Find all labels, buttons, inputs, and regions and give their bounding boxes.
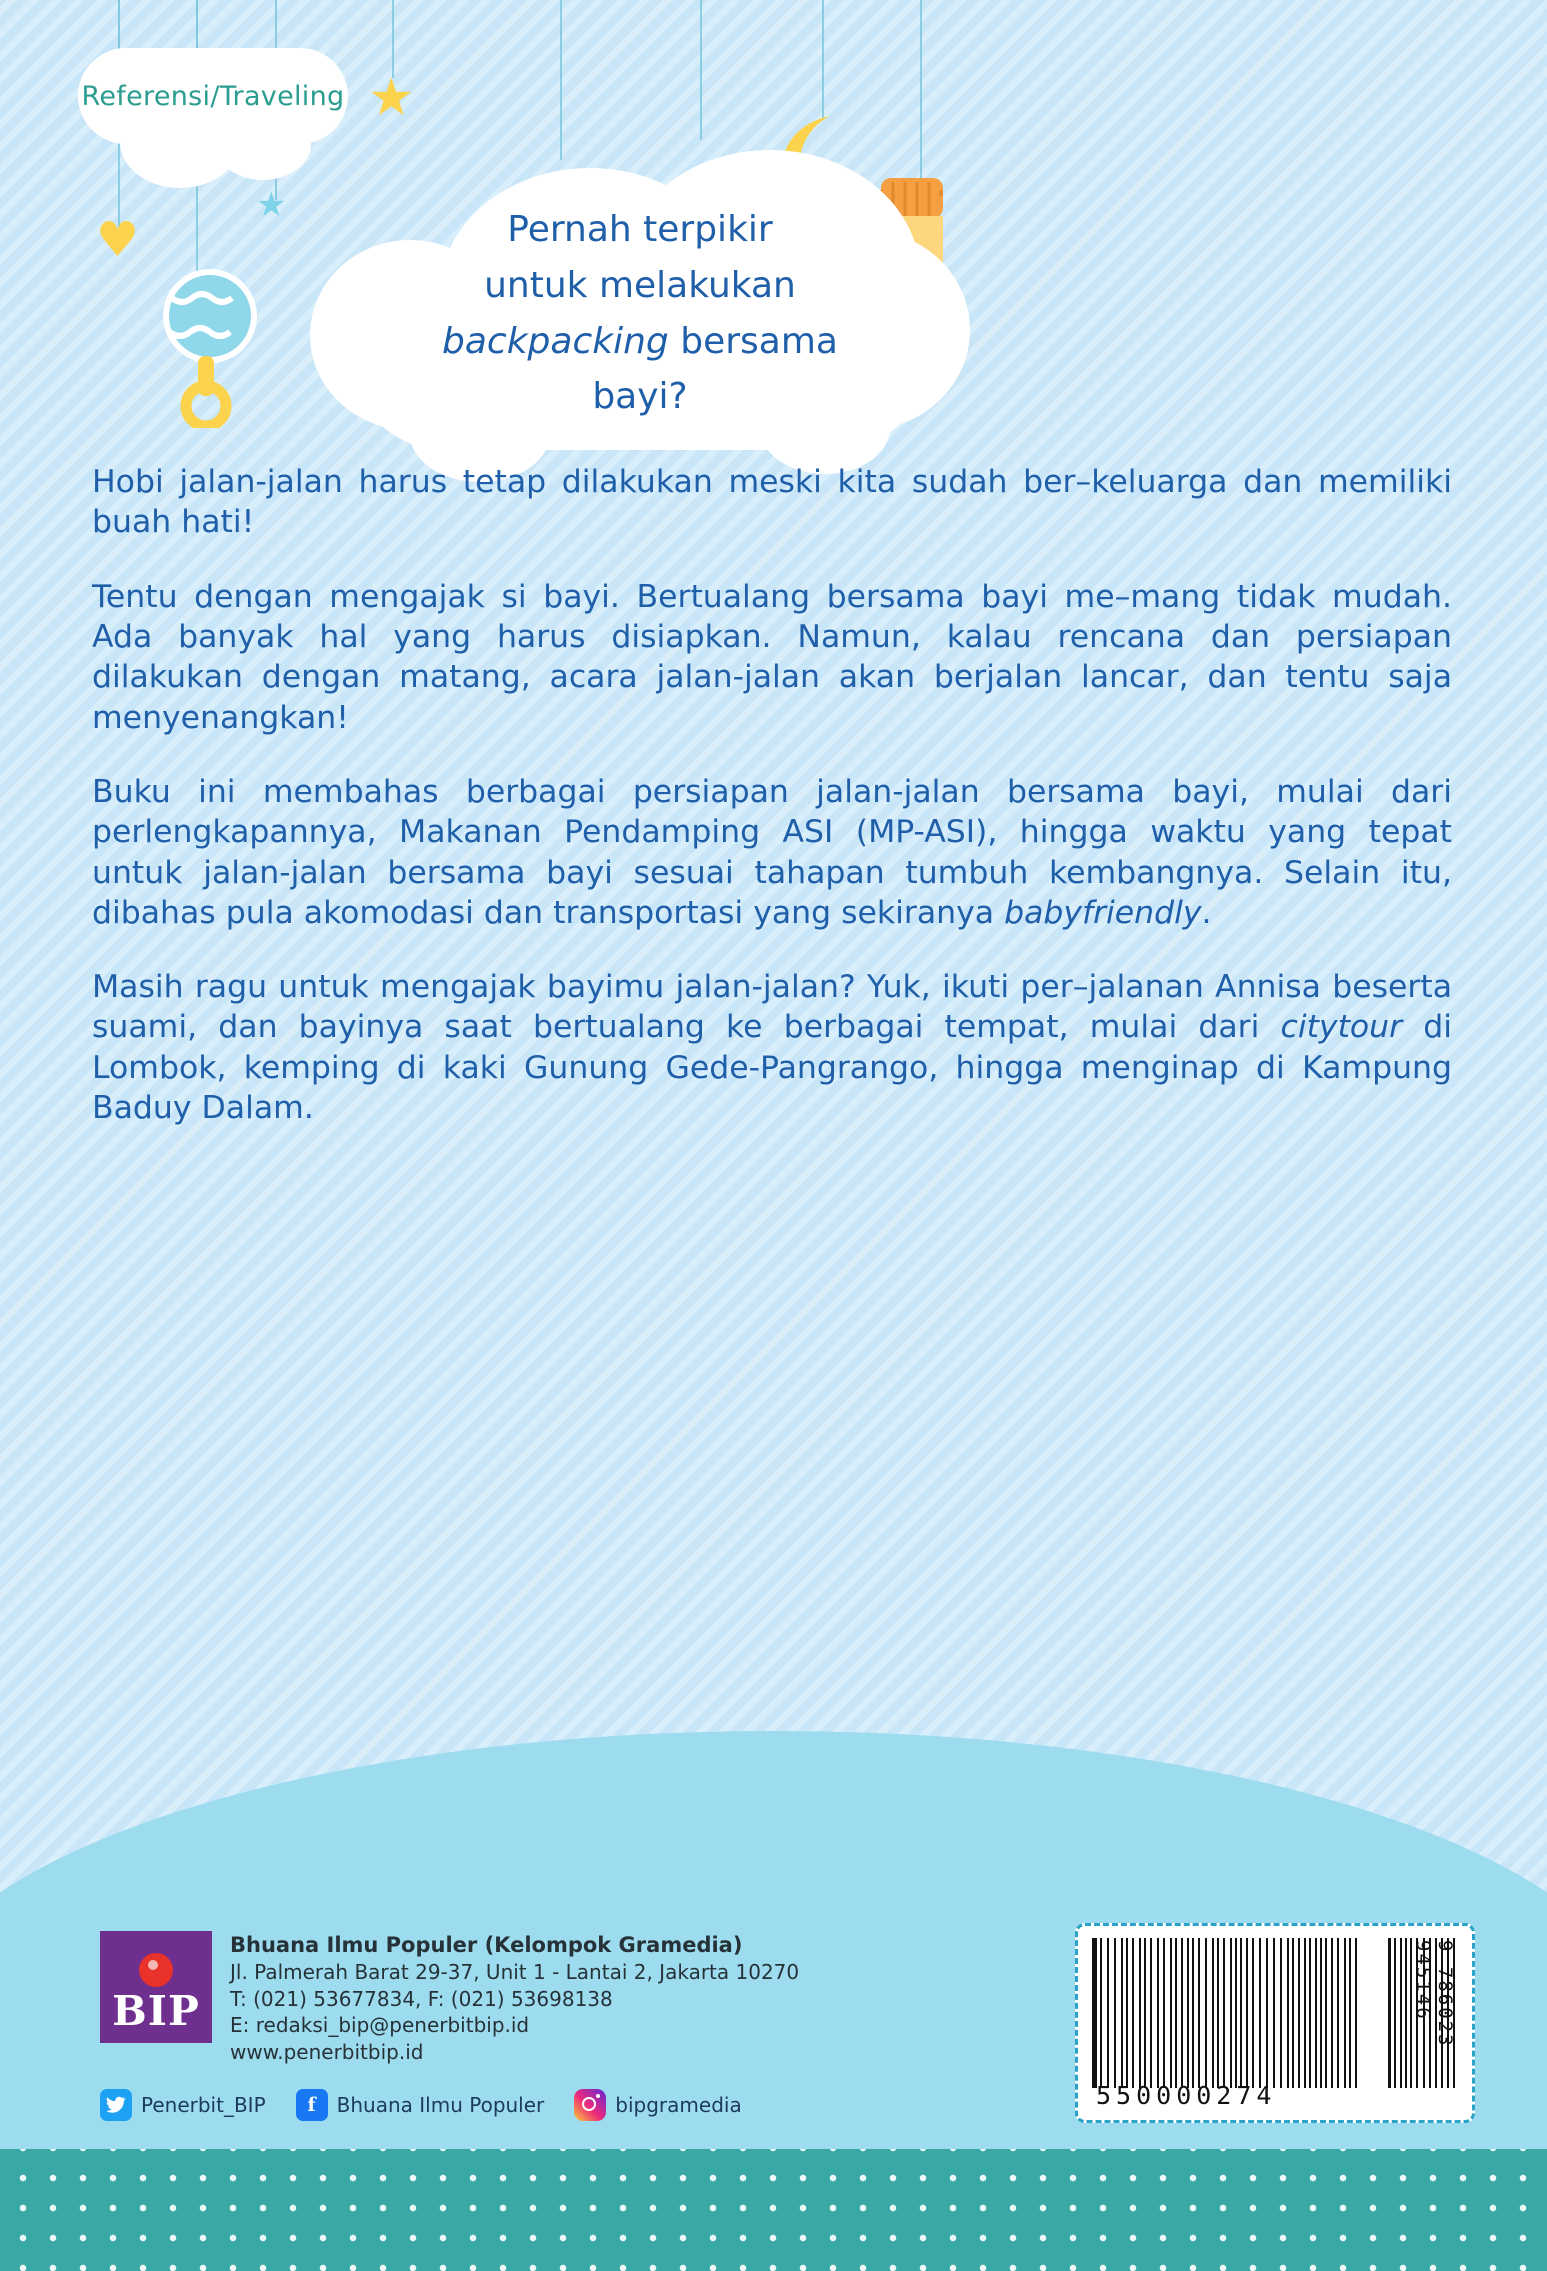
social-twitter[interactable] [100, 2089, 266, 2121]
blurb-p4-a: Masih ragu untuk mengajak bayimu jalan-jalan? Yuk, ikuti per–jalanan Annisa beserta suami, dan bayinya saat bertualang ke berbagai tempat, mulai dari [92, 969, 1452, 1046]
facebook-handle: Bhuana Ilmu Populer [336, 2093, 545, 2117]
blurb-paragraph-1: Hobi jalan-jalan harus tetap dilakukan meski kita sudah ber–keluarga dan memiliki buah hati! [92, 464, 1452, 541]
star-icon: ★ [368, 68, 415, 128]
twitter-icon [100, 2089, 132, 2121]
barcode-bars [1092, 1938, 1378, 2088]
blurb-text [92, 462, 1452, 1128]
blurb-paragraph-3 [92, 772, 1452, 933]
hanging-string [560, 0, 562, 160]
blurb-paragraph-4 [92, 967, 1452, 1128]
headline-line-3-rest: bersama [668, 320, 838, 362]
headline-line-3-italic: backpacking [442, 320, 669, 362]
footer-band [0, 2149, 1547, 2271]
social-links [100, 2089, 742, 2121]
publisher-phone: T: (021) 53677834, F: (021) 53698138 [230, 1986, 613, 2011]
publisher-email: E: redaksi_bip@penerbitbip.id [230, 2013, 530, 2038]
instagram-icon [574, 2089, 606, 2121]
blurb-p3-italic: babyfriendly [1004, 894, 1202, 931]
bip-logo [100, 1931, 212, 2043]
publisher-website: www.penerbitbip.id [230, 2040, 424, 2065]
instagram-handle: bipgramedia [615, 2093, 742, 2117]
category-tag [78, 48, 348, 144]
barcode-number: 550000274 [1096, 2081, 1277, 2110]
star-icon: ★ [256, 185, 287, 225]
headline-line-4: bayi? [592, 376, 688, 418]
headline-line-1: Pernah terpikir [507, 209, 773, 250]
blurb-p3-b: . [1201, 894, 1212, 931]
hanging-string [700, 0, 702, 140]
hanging-string [392, 0, 394, 78]
bip-logo-text: BIP [112, 1986, 200, 2035]
social-facebook[interactable] [296, 2089, 545, 2121]
logo-dot-icon [139, 1953, 173, 1987]
rattle-toy-icon [150, 268, 280, 432]
heart-icon: ♥ [96, 212, 140, 268]
publisher-address: Jl. Palmerah Barat 29-37, Unit 1 - Lantai 2, Jakarta 10270 [230, 1959, 800, 1984]
blurb-p4-b: di Lombok, kemping di kaki Gunung Gede-Pangrango, hingga menginap di Kampung Baduy Dalam. [92, 1009, 1453, 1127]
publisher-info [230, 1931, 799, 2066]
headline-cloud [290, 150, 990, 480]
headline-text [290, 202, 990, 425]
blurb-p3-a: Buku ini membahas berbagai persiapan jalan-jalan bersama bayi, mulai dari perlengkapannya, Makanan Pendamping ASI (MP-ASI), hingga waktu yang tepat untuk jalan-jalan bersama bayi sesuai tahapan tumbuh kembangnya. Selain itu, dibahas pula akomodasi dan transportasi yang sekiranya [92, 773, 1452, 931]
publisher-name: Bhuana Ilmu Populer (Kelompok Gramedia) [230, 1932, 743, 1957]
twitter-handle: Penerbit_BIP [141, 2093, 266, 2117]
headline-line-3 [290, 314, 990, 370]
footer-dots-pattern [0, 2149, 1547, 2271]
hanging-string [822, 0, 824, 118]
social-instagram[interactable] [574, 2089, 741, 2121]
publisher-block [100, 1931, 799, 2066]
blurb-p4-italic: citytour [1280, 1009, 1403, 1046]
category-tag-label: Referensi/Traveling [81, 80, 345, 112]
barcode [1075, 1923, 1475, 2123]
blurb-paragraph-2: Tentu dengan mengajak si bayi. Bertualang bersama bayi me–mang tidak mudah. Ada banyak hal yang harus disiapkan. Namun, kalau rencana dan persiapan dilakukan dengan matang, acara jalan-jalan akan berjalan lancar, dan tentu saja menyenangkan! [92, 578, 1452, 736]
headline-line-2: untuk melakukan [484, 264, 796, 306]
facebook-icon: f [296, 2089, 328, 2121]
barcode-isbn: 9 786023 945146 [1412, 1940, 1456, 2048]
